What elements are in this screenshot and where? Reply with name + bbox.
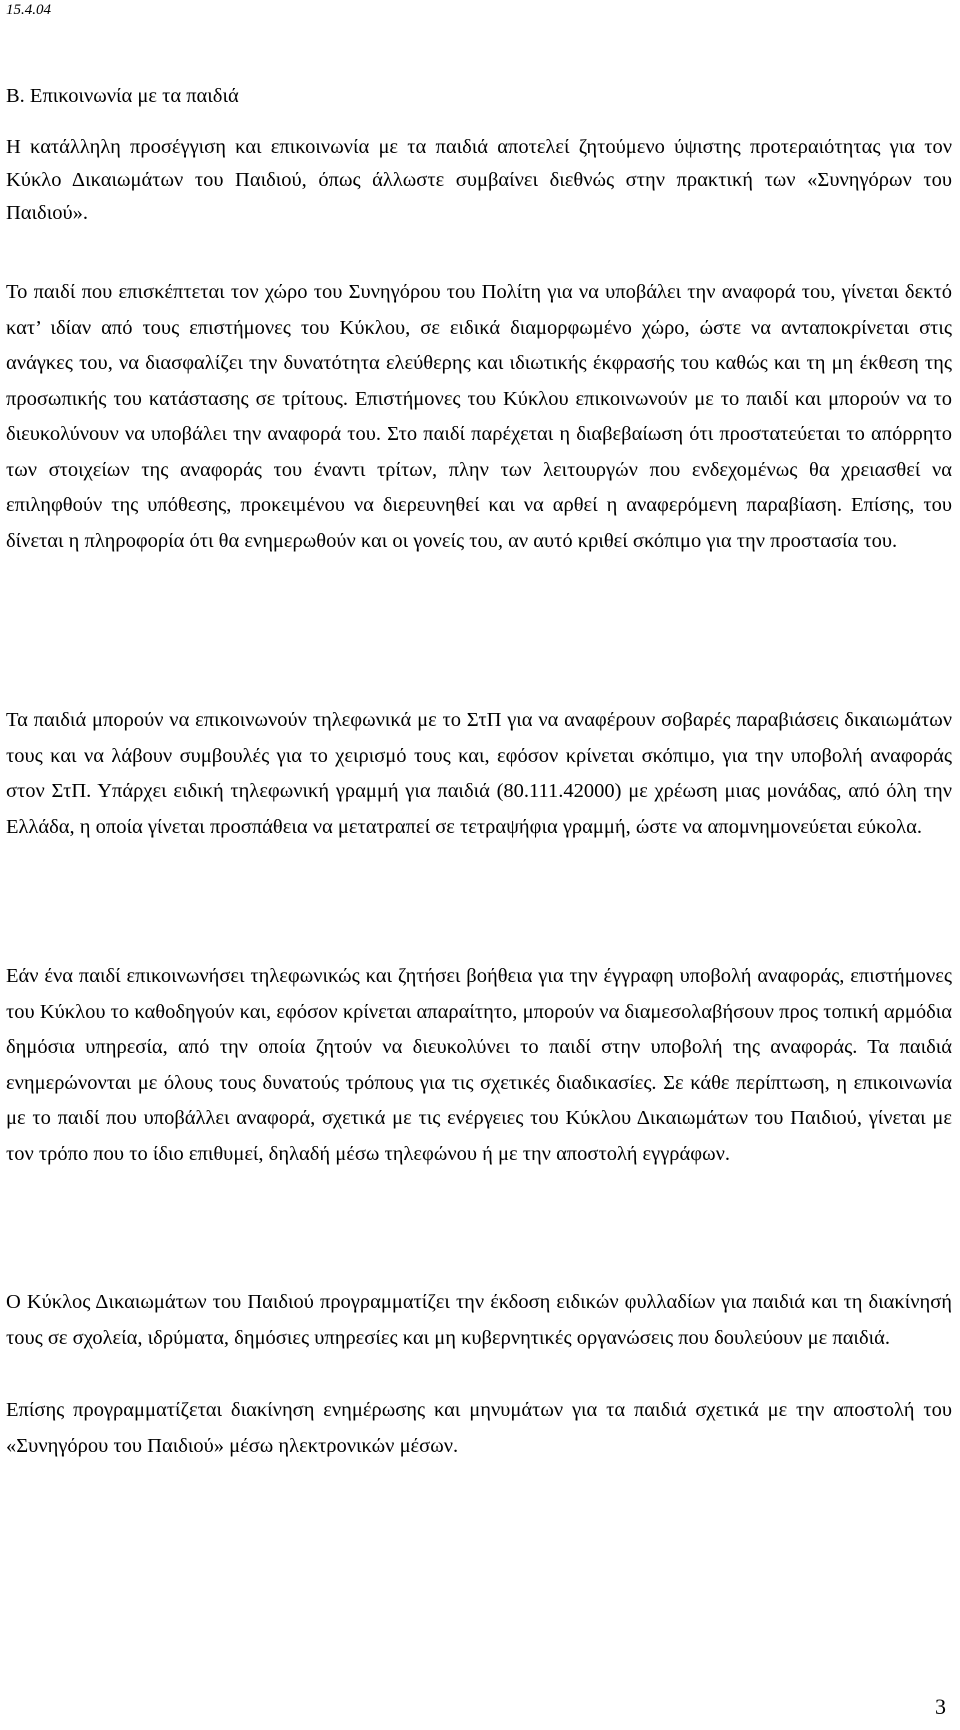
paragraph-assistance: Εάν ένα παιδί επικοινωνήσει τηλεφωνικώς και ζητήσει βοήθεια για την έγγραφη υποβολή αναφοράς, επιστήμονες του Κύκλου το καθοδηγούν και, εφόσον κρίνεται απαραίτητο, μπορούν να διαμεσολαβήσουν προς τοπική αρμόδια δημόσια υπηρεσία, από την οποία ζητούν να διευκολύνει το παιδί στην υποβολή της αναφοράς. Τα παιδιά ενημερώνονται με όλους τους δυνατούς τρόπους για τις σχετικές διαδικασίες. Σε κάθε περίπτωση, η επικοινωνία με το παιδί που υποβάλλει αναφορά, σχετικά με τις ενέργειες του Κύκλου Δικαιωμάτων του Παιδιού, γίνεται με τον τρόπο που το ίδιο επιθυμεί, δηλαδή μέσω τηλεφώνου ή με την αποστολή εγγράφων. xyxy=(6,965,952,1165)
document-date: 15.4.04 xyxy=(6,2,51,18)
paragraph-intro: Η κατάλληλη προσέγγιση και επικοινωνία με τα παιδιά αποτελεί ζητούμενο ύψιστης προτεραιότητας για τον Κύκλο Δικαιωμάτων του Παιδιού, όπως άλλωστε συμβαίνει διεθνώς στην πρακτική των «Συνηγόρων του Παιδιού». xyxy=(6,136,952,224)
page-number: 3 xyxy=(935,1694,946,1719)
paragraph-leaflets: Ο Κύκλος Δικαιωμάτων του Παιδιού προγραμματίζει την έκδοση ειδικών φυλλαδίων για παιδιά και τη διακίνησή τους σε σχολεία, ιδρύματα, δημόσιες υπηρεσίες και μη κυβερνητικές οργανώσεις που δουλεύουν με παιδιά. xyxy=(6,1291,952,1349)
paragraph-phone: Τα παιδιά μπορούν να επικοινωνούν τηλεφωνικά με το ΣτΠ για να αναφέρουν σοβαρές παραβιάσεις δικαιωμάτων τους και να λάβουν συμβουλές για το χειρισμό τους και, εφόσον κρίνεται σκόπιμο, για την υποβολή αναφοράς στον ΣτΠ. Υπάρχει ειδική τηλεφωνική γραμμή για παιδιά (80.111.42000) με χρέωση μιας μονάδας, από όλη την Ελλάδα, η οποία γίνεται προσπάθεια να μετατραπεί σε τετραψήφια γραμμή, ώστε να απομνημονεύεται εύκολα. xyxy=(6,709,952,838)
section-heading: B. Επικοινωνία με τα παιδιά xyxy=(6,85,239,107)
paragraph-visit: Το παιδί που επισκέπτεται τον χώρο του Συνηγόρου του Πολίτη για να υποβάλει την αναφορά του, γίνεται δεκτό κατ’ ιδίαν από τους επιστήμονες του Κύκλου, σε ειδικά διαμορφωμένο χώρο, ώστε να ανταποκρίνεται στις ανάγκες του, να διασφαλίζει την δυνατότητα ελεύθερης και ιδιωτικής έκφρασής του καθώς και τη μη έκθεση της προσωπικής του κατάστασης σε τρίτους. Επιστήμονες του Κύκλου επικοινωνούν με το παιδί και μπορούν να το διευκολύνουν να υποβάλει την αναφορά του. Στο παιδί παρέχεται η διαβεβαίωση ότι προστατεύεται το απόρρητο των στοιχείων της αναφοράς του έναντι τρίτων, πλην των λειτουργών που ενδεχομένως θα χρειασθεί να επιληφθούν της υπόθεσης, προκειμένου να διερευνηθεί και να αρθεί η αναφερόμενη παραβίαση. Επίσης, του δίνεται η πληροφορία ότι θα ενημερωθούν και οι γονείς του, αν αυτό κριθεί σκόπιμο για την προστασία του. xyxy=(6,281,952,552)
paragraph-electronic-media: Επίσης προγραμματίζεται διακίνηση ενημέρωσης και μηνυμάτων για τα παιδιά σχετικά με την αποστολή του «Συνηγόρου του Παιδιού» μέσω ηλεκτρονικών μέσων. xyxy=(6,1399,952,1457)
